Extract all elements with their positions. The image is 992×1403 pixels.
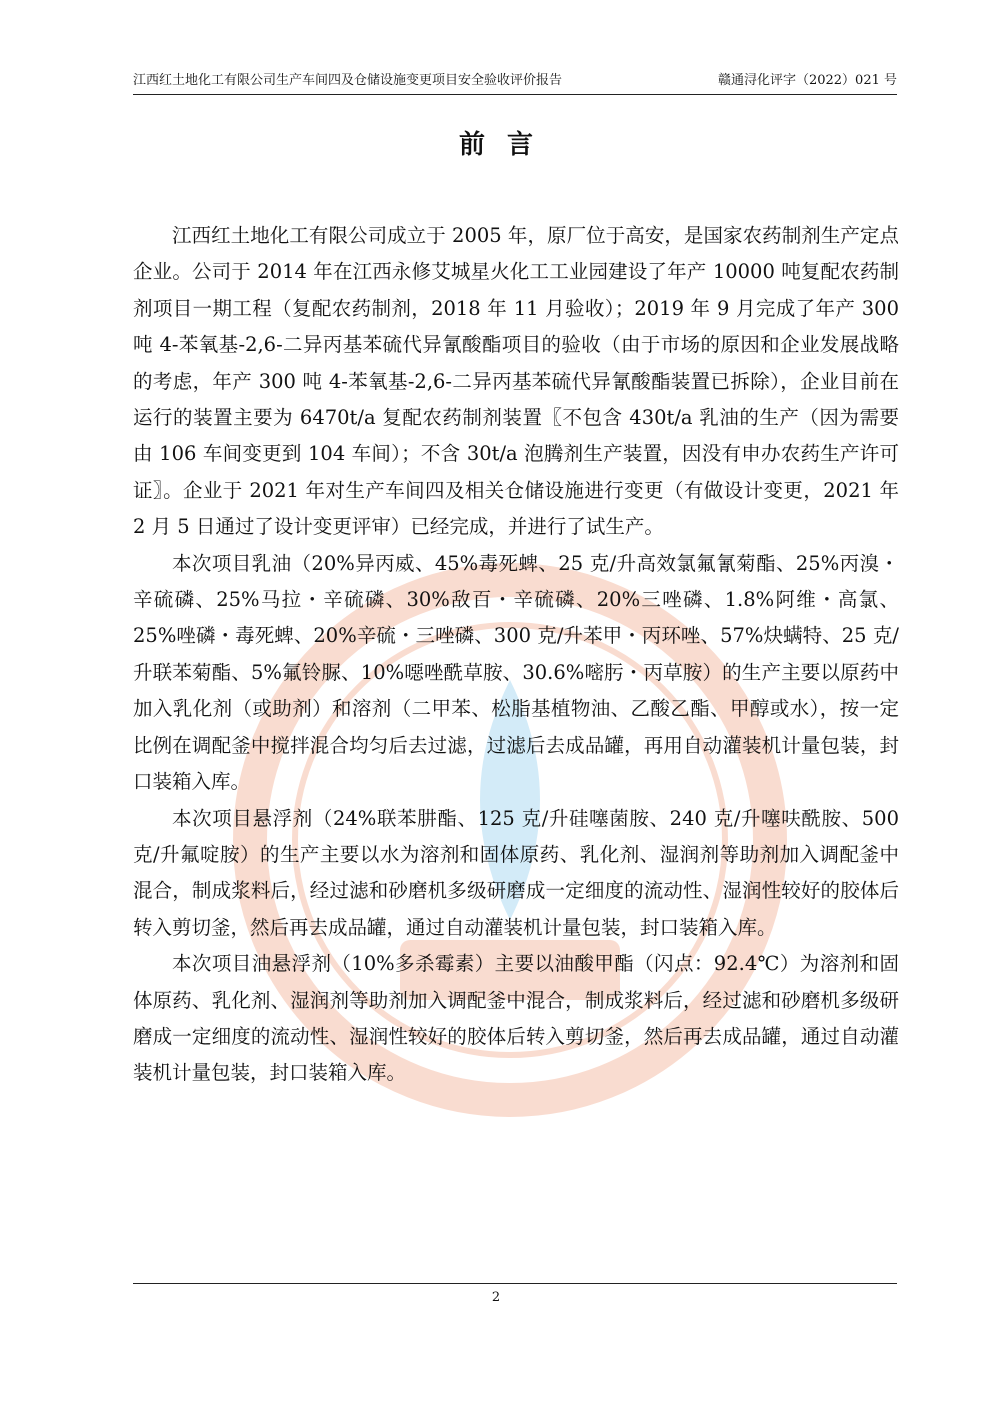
- body-text: [133, 218, 899, 1092]
- page-header: [133, 72, 897, 95]
- paragraph-suspension: 本次项目悬浮剂（24%联苯肼酯、125 克/升硅噻菌胺、240 克/升噻呋酰胺、500 克/升氟啶胺）的生产主要以水为溶剂和固体原药、乳化剂、湿润剂等助剂加入调配釜中混合，制成浆料后，经过滤和砂磨机多级研磨成一定细度的流动性、湿润性较好的胶体后转入剪切釜，然后再去成品罐，通过自动灌装机计量包装，封口装箱入库。: [133, 806, 899, 939]
- header-document-number: 赣通浔化评字（2022）021 号: [717, 73, 897, 88]
- paragraph-company-intro: 江西红土地化工有限公司成立于 2005 年，原厂位于高安，是国家农药制剂生产定点企业。公司于 2014 年在江西永修艾城星火化工工业园建设了年产 10000 吨复配农药制剂项目一期工程（复配农药制剂，2018 年 11 月验收）；2019 年 9 月完成了年产 300 吨 4-苯氧基-2,6-二异丙基苯硫代异氰酸酯项目的验收（由于市场的原因和企业发展战略的考虑，年产 300 吨 4-苯氧基-2,6-二异丙基苯硫代异氰酸酯装置已拆除），企业目前在运行的装置主要为 6470t/a 复配农药制剂装置〖不包含 430t/a 乳油的生产（因为需要由 106 车间变更到 104 车间）；不含 30t/a 泡腾剂生产装置，因没有申办农药生产许可证〗。企业于 2021 年对生产车间四及相关仓储设施进行变更（有做设计变更，2021 年 2 月 5 日通过了设计变更评审）已经完成，并进行了试生产。: [133, 224, 899, 539]
- page-title: 前言: [458, 130, 555, 160]
- paragraph-oil-suspension: 本次项目油悬浮剂（10%多杀霉素）主要以油酸甲酯（闪点：92.4℃）为溶剂和固体原药、乳化剂、湿润剂等助剂加入调配釜中混合，制成浆料后，经过滤和砂磨机多级研磨成一定细度的流动性、湿润性较好的胶体后转入剪切釜，然后再去成品罐，通过自动灌装机计量包装，封口装箱入库。: [133, 952, 899, 1085]
- footer-divider: [133, 1283, 897, 1284]
- paragraph-emulsion: 本次项目乳油（20%异丙威、45%毒死蜱、25 克/升高效氯氟氰菊酯、25%丙溴・辛硫磷、25%马拉・辛硫磷、30%敌百・辛硫磷、20%三唑磷、1.8%阿维・高氯、25%唑磷・毒死蜱、20%辛硫・三唑磷、300 克/升苯甲・丙环唑、57%炔螨特、25 克/升联苯菊酯、5%氟铃脲、10%噁唑酰草胺、30.6%嘧肟・丙草胺）的生产主要以原药中加入乳化剂（或助剂）和溶剂（二甲苯、松脂基植物油、乙酸乙酯、甲醇或水），按一定比例在调配釜中搅拌混合均匀后去过滤，过滤后去成品罐，再用自动灌装机计量包装，封口装箱入库。: [133, 551, 899, 794]
- header-report-title: 江西红土地化工有限公司生产车间四及仓储设施变更项目安全验收评价报告: [133, 73, 563, 88]
- page-number: 2: [491, 1290, 501, 1305]
